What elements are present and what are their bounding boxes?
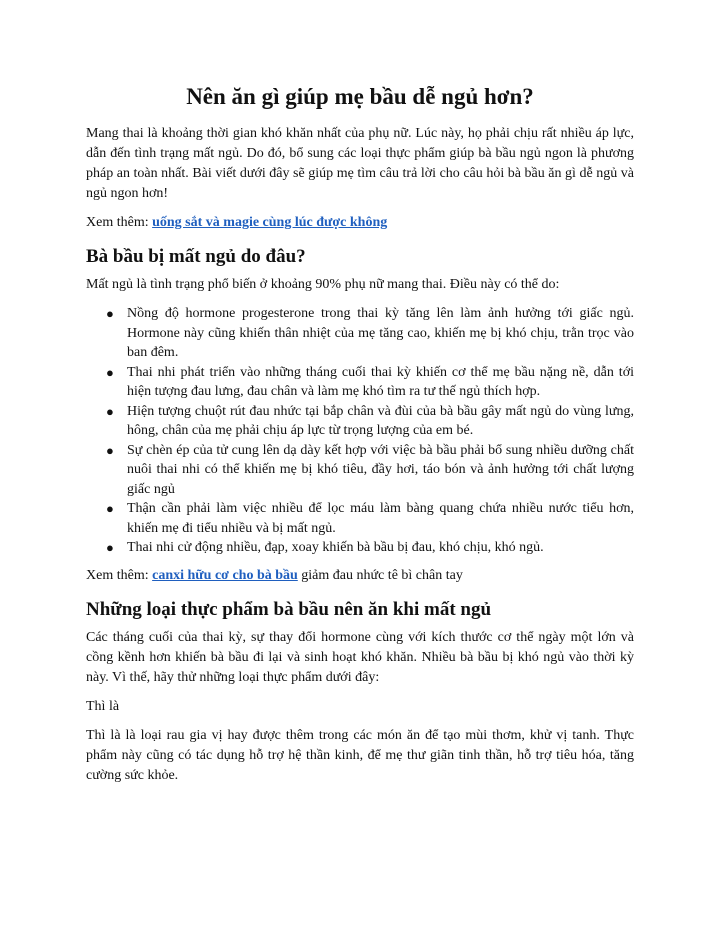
bullet-icon: ● [106,306,114,321]
list-item-text: Sự chèn ép của tử cung lên dạ dày kết hợp với việc bà bầu phải bổ sung nhiều dưỡng chất nuôi thai nhi có thể khiến mẹ bị khó tiêu, đầy hơi, táo bón và ảnh hưởng tới chất lượng giấc ngủ [127,442,634,497]
list-item [106,304,634,363]
list-item [106,402,634,441]
list-item [106,441,634,500]
bullet-icon: ● [106,442,114,458]
list-item-text: Thai nhi phát triển vào những tháng cuối thai kỳ khiến cơ thể mẹ bầu nặng nề, dẫn tới hiện tượng đau lưng, đau chân và làm mẹ khó tìm ra tư thế ngủ thích hợp. [127,364,634,399]
dill-subheading: Thì là [86,698,120,714]
bullet-icon: ● [106,403,114,419]
see-also-2-prefix: Xem thêm: [86,567,153,583]
list-item-text: Nồng độ hormone progesterone trong thai kỳ tăng lên làm ảnh hưởng tới giấc ngủ. Hormone này cũng khiến thân nhiệt của mẹ tăng cao, khiến mẹ bị khó chịu, trằn trọc vào ban đêm. [127,306,634,360]
list-item-text: Hiện tượng chuột rút đau nhức tại bắp chân và đùi của bà bầu gây mất ngủ do vùng lưng, hông, chân của mẹ phải chịu áp lực từ trọng lượng của em bé. [127,403,634,438]
intro-paragraph: Mang thai là khoảng thời gian khó khăn nhất của phụ nữ. Lúc này, họ phải chịu rất nhiều áp lực, dẫn đến tình trạng mất ngủ. Do đó, bổ sung các loại thực phẩm giúp bà bầu ngủ ngon là phương pháp an toàn nhất. Bài viết dưới đây sẽ giúp mẹ tìm câu trả lời cho câu hỏi bà bầu ăn gì dễ ngủ và ngủ ngon hơn! [86,126,634,201]
bullet-icon: ● [106,501,114,516]
list-item [106,538,634,558]
section2-heading: Những loại thực phẩm bà bầu nên ăn khi mất ngủ [86,598,492,620]
see-also-2-link[interactable]: canxi hữu cơ cho bà bầu [152,567,298,583]
list-item-text: Thai nhi cử động nhiều, đạp, xoay khiến bà bầu bị đau, khó chịu, khó ngủ. [127,540,544,555]
see-also-2-suffix: giảm đau nhức tê bì chân tay [297,567,463,583]
bullet-icon: ● [106,364,114,380]
see-also-1 [86,213,634,233]
see-also-2 [86,566,634,586]
list-item-text: Thận cần phải làm việc nhiều để lọc máu làm bàng quang chứa nhiều nước tiểu hơn, khiến mẹ đi tiểu nhiều và bị mất ngủ. [127,501,634,536]
list-item [106,363,634,402]
dill-paragraph: Thì là là loại rau gia vị hay được thêm trong các món ăn để tạo mùi thơm, khử vị tanh. Thực phẩm này cũng có tác dụng hỗ trợ hệ thần kinh, để mẹ thư giãn tinh thần, hỗ trợ tiêu hóa, tăng cường sức khỏe. [86,727,634,783]
see-also-1-prefix: Xem thêm: [86,215,153,230]
article-title: Nên ăn gì giúp mẹ bầu dễ ngủ hơn? [186,84,534,109]
causes-list [86,304,634,558]
list-item [106,499,634,538]
section1-lead: Mất ngủ là tình trạng phổ biến ở khoảng 90% phụ nữ mang thai. Điều này có thể do: [86,277,560,292]
section1-heading: Bà bầu bị mất ngủ do đâu? [86,246,306,267]
see-also-1-link[interactable]: uống sắt và magie cùng lúc được không [152,215,388,230]
bullet-icon: ● [106,540,114,555]
section2-paragraph: Các tháng cuối của thai kỳ, sự thay đổi hormone cùng với kích thước cơ thể ngày một lớn và cồng kềnh hơn khiến bà bầu đi lại và sinh hoạt khó khăn. Nhiều bà bầu bị khó ngủ vào thời kỳ này. Vì thế, hãy thử những loại thực phẩm dưới đây: [86,629,634,685]
